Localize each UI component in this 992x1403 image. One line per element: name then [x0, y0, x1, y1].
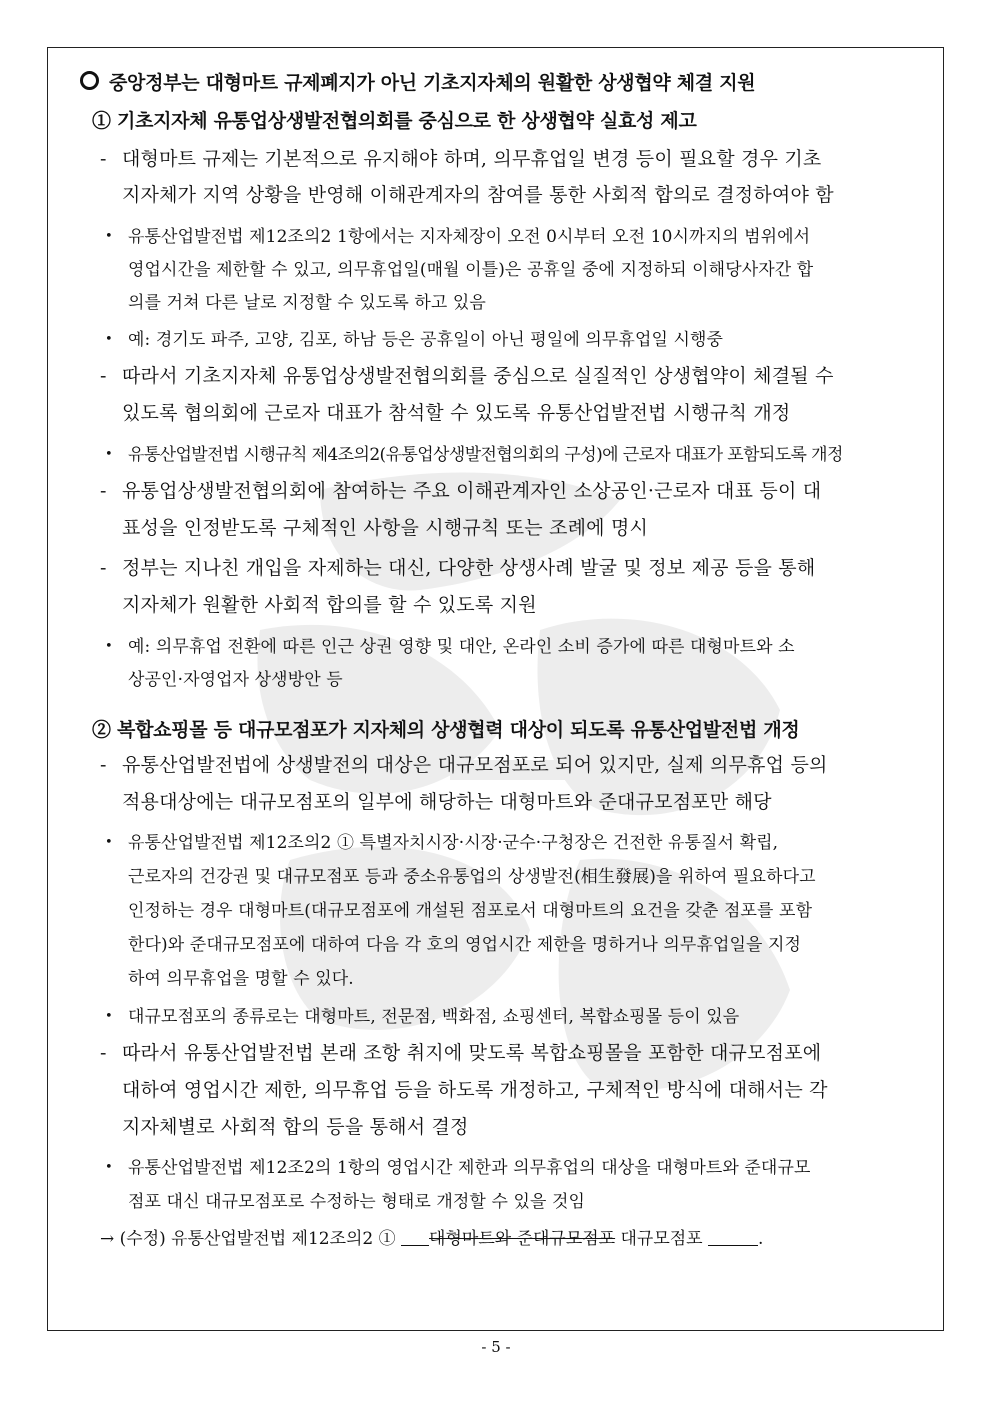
- dot-item: • 유통산업발전법 제12조의2 ① 특별자치시장·시장·군수·구청장은 건전한 유통질서 확립,: [105, 833, 779, 853]
- dot-bullet-icon: •: [105, 639, 113, 654]
- dot-bullet-icon: •: [105, 229, 113, 244]
- section2-title: ② 복합쇼핑몰 등 대규모점포가 지자체의 상생협력 대상이 되도록 유통산업발전법 개정: [92, 719, 800, 741]
- dot-item-cont: 의를 거쳐 다른 날로 지정할 수 있도록 하고 있음: [128, 293, 486, 313]
- dot-item-cont: 점포 대신 대규모점포로 수정하는 형태로 개정할 수 있을 것임: [128, 1192, 586, 1212]
- dot-item: • 유통산업발전법 제12조의2 1항에서는 지자체장이 오전 0시부터 오전 10시까지의 범위에서: [105, 227, 811, 247]
- dot-item: • 유통산업발전법 시행규칙 제4조의2(유통업상생발전협의회의 구성)에 근로자 대표가 포함되도록 개정: [105, 445, 843, 465]
- struck-text: 대형마트와 준대규모점포: [429, 1229, 616, 1249]
- dot-bullet-icon: •: [105, 835, 113, 850]
- section1-title: ① 기초지자체 유통업상생발전협의회를 중심으로 한 상생협약 실효성 제고: [92, 110, 697, 132]
- revision-line: → (수정) 유통산업발전법 제12조의2 ① 대형마트와 준대규모점포 대규모점포 .: [100, 1229, 764, 1249]
- replacement-text: 대규모점포: [615, 1229, 709, 1249]
- dot-item-cont: 하여 의무휴업을 명할 수 있다.: [128, 969, 354, 989]
- dot-item-cont: 한다)와 준대규모점포에 대하여 다음 각 호의 영업시간 제한을 명하거나 의무휴업일을 지정: [128, 935, 802, 955]
- dash-item: - 유통산업발전법에 상생발전의 대상은 대규모점포로 되어 있지만, 실제 의무휴업 등의: [100, 754, 828, 776]
- blank-underline: [401, 1244, 429, 1246]
- dash-item-cont: 지자체가 지역 상황을 반영해 이해관계자의 참여를 통한 사회적 합의로 결정하여야 함: [122, 184, 834, 206]
- dot-item-cont: 영업시간을 제한할 수 있고, 의무휴업일(매월 이틀)은 공휴일 중에 지정하되 이해당사자간 합: [128, 260, 814, 280]
- dash-item: - 유통업상생발전협의회에 참여하는 주요 이해관계자인 소상공인·근로자 대표 등이 대: [100, 480, 822, 502]
- dot-item-cont: 근로자의 건강권 및 대규모점포 등과 중소유통업의 상생발전(相生發展)을 위하여 필요하다고: [128, 867, 816, 887]
- dash-item-cont: 대하여 영업시간 제한, 의무휴업 등을 하도록 개정하고, 구체적인 방식에 대해서는 각: [122, 1079, 828, 1101]
- dot-bullet-icon: •: [105, 332, 113, 347]
- dot-bullet-icon: •: [105, 447, 113, 462]
- dash-item: - 대형마트 규제는 기본적으로 유지해야 하며, 의무휴업일 변경 등이 필요할 경우 기초: [100, 148, 822, 170]
- dash-item-cont: 적용대상에는 대규모점포의 일부에 해당하는 대형마트와 준대규모점포만 해당: [122, 791, 772, 813]
- dash-bullet-icon: -: [100, 754, 107, 776]
- dot-item-cont: 인정하는 경우 대형마트(대규모점포에 개설된 점포로서 대형마트의 요건을 갖춘 점포를 포함: [128, 901, 813, 921]
- dash-item: - 따라서 유통산업발전법 본래 조항 취지에 맞도록 복합쇼핑몰을 포함한 대규모점포에: [100, 1042, 822, 1064]
- dash-item-cont: 있도록 협의회에 근로자 대표가 참석할 수 있도록 유통산업발전법 시행규칙 개정: [122, 402, 791, 424]
- dot-bullet-icon: •: [105, 1160, 113, 1175]
- dash-item-cont: 지자체가 원활한 사회적 합의를 할 수 있도록 지원: [122, 594, 537, 616]
- dash-bullet-icon: -: [100, 148, 107, 170]
- dot-item: • 유통산업발전법 제12조2의 1항의 영업시간 제한과 의무휴업의 대상을 대형마트와 준대규모: [105, 1158, 811, 1178]
- main-heading: 중앙정부는 대형마트 규제폐지가 아닌 기초지자체의 원활한 상생협약 체결 지원: [80, 68, 755, 95]
- dash-bullet-icon: -: [100, 1042, 107, 1064]
- dash-item: - 따라서 기초지자체 유통업상생발전협의회를 중심으로 실질적인 상생협약이 체결될 수: [100, 365, 834, 387]
- dash-item-cont: 지자체별로 사회적 합의 등을 통해서 결정: [122, 1116, 469, 1138]
- dash-bullet-icon: -: [100, 480, 107, 502]
- dash-bullet-icon: -: [100, 557, 107, 579]
- dash-item: - 정부는 지나친 개입을 자제하는 대신, 다양한 상생사례 발굴 및 정보 제공 등을 통해: [100, 557, 816, 579]
- dot-item: • 대규모점포의 종류로는 대형마트, 전문점, 백화점, 쇼핑센터, 복합쇼핑몰 등이 있음: [105, 1007, 740, 1027]
- blank-underline: [708, 1244, 758, 1246]
- page-number: - 5 -: [481, 1338, 511, 1356]
- dot-item-cont: 상공인·자영업자 상생방안 등: [128, 670, 343, 690]
- dot-bullet-icon: •: [105, 1009, 113, 1024]
- dash-item-cont: 표성을 인정받도록 구체적인 사항을 시행규칙 또는 조례에 명시: [122, 517, 649, 539]
- circle-bullet-icon: [80, 71, 99, 90]
- dot-item: • 예: 경기도 파주, 고양, 김포, 하남 등은 공휴일이 아닌 평일에 의무휴업일 시행중: [105, 330, 724, 350]
- dash-bullet-icon: -: [100, 365, 107, 387]
- dot-item: • 예: 의무휴업 전환에 따른 인근 상권 영향 및 대안, 온라인 소비 증가에 따른 대형마트와 소: [105, 637, 795, 657]
